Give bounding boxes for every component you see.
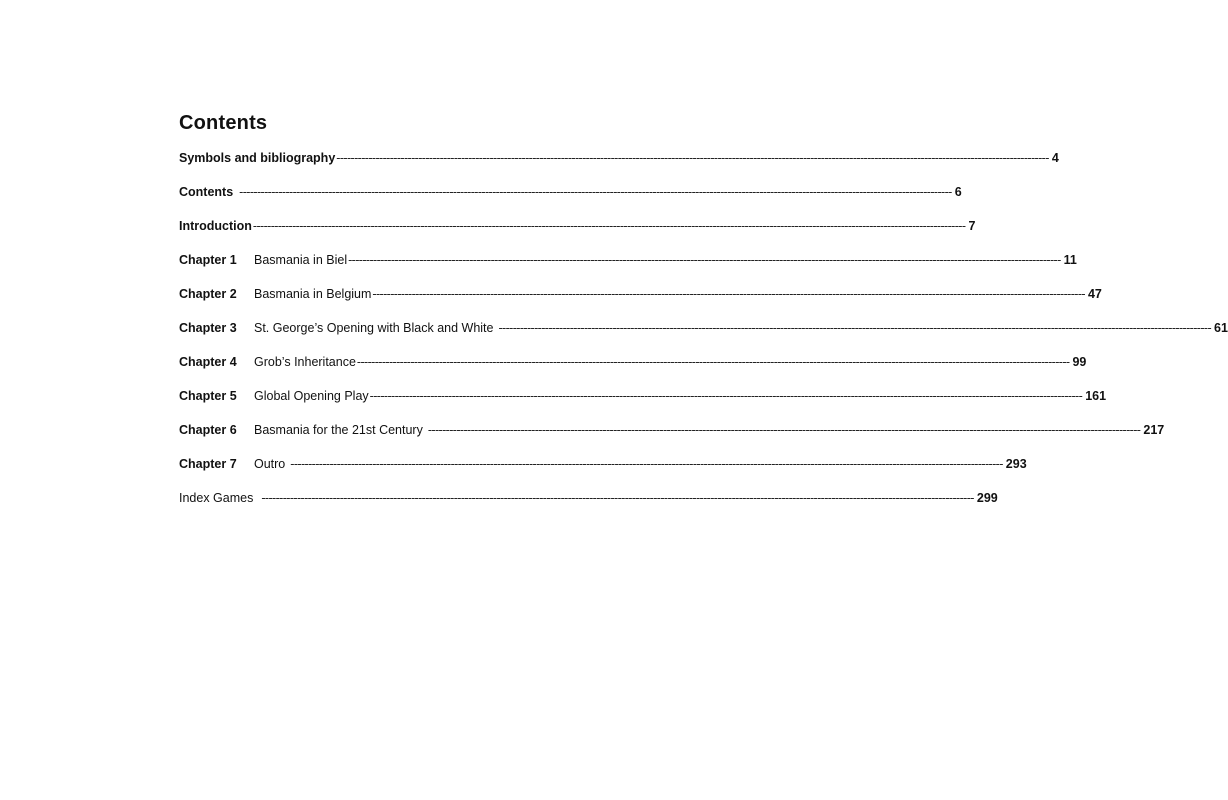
toc-entry-title: Basmania in Biel <box>254 253 348 267</box>
table-of-contents <box>179 151 1228 525</box>
toc-chapter-number: Chapter 6 <box>179 423 237 437</box>
toc-entry <box>179 321 1228 355</box>
dot-leader: -------------------------------------------------------------------------------------------------------------------------------------------------------------------------------------------------------- <box>372 287 1085 301</box>
toc-page-number: 299 <box>976 491 998 505</box>
toc-chapter-number: Chapter 7 <box>179 457 237 471</box>
toc-entry <box>179 491 998 525</box>
toc-page-number: 161 <box>1085 389 1107 403</box>
toc-chapter-number: Chapter 3 <box>179 321 237 335</box>
toc-entry <box>179 423 1165 457</box>
toc-page-number: 293 <box>1005 457 1027 471</box>
dot-leader: -------------------------------------------------------------------------------------------------------------------------------------------------------------------------------------------------------- <box>261 491 974 505</box>
toc-entry-title: Outro <box>254 457 286 471</box>
toc-page-number: 4 <box>1051 151 1059 165</box>
toc-entry-title: St. George’s Opening with Black and White <box>254 321 494 335</box>
dot-leader: -------------------------------------------------------------------------------------------------------------------------------------------------------------------------------------------------------- <box>336 151 1049 165</box>
toc-entry-title: Global Opening Play <box>254 389 369 403</box>
toc-entry <box>179 457 1027 491</box>
toc-page-number: 99 <box>1072 355 1087 369</box>
toc-entry <box>179 253 1077 287</box>
toc-page-number: 47 <box>1087 287 1102 301</box>
toc-page-number: 11 <box>1063 253 1077 267</box>
toc-entry-title: Grob’s Inheritance <box>254 355 356 369</box>
dot-leader: -------------------------------------------------------------------------------------------------------------------------------------------------------------------------------------------------------- <box>498 321 1212 335</box>
dot-leader: -------------------------------------------------------------------------------------------------------------------------------------------------------------------------------------------------------- <box>356 355 1070 369</box>
toc-entry-title: Symbols and bibliography <box>179 151 336 165</box>
dot-leader: -------------------------------------------------------------------------------------------------------------------------------------------------------------------------------------------------------- <box>239 185 952 199</box>
toc-chapter-number: Chapter 4 <box>179 355 237 369</box>
toc-entry-title: Contents <box>179 185 234 199</box>
toc-page-number: 7 <box>968 219 976 233</box>
toc-chapter-number: Chapter 2 <box>179 287 237 301</box>
toc-entry-title: Introduction <box>179 219 252 233</box>
dot-leader: -------------------------------------------------------------------------------------------------------------------------------------------------------------------------------------------------------- <box>369 389 1083 403</box>
dot-leader: -------------------------------------------------------------------------------------------------------------------------------------------------------------------------------------------------------- <box>252 219 966 233</box>
page-title: Contents <box>179 112 268 134</box>
dot-leader: -------------------------------------------------------------------------------------------------------------------------------------------------------------------------------------------------------- <box>427 423 1141 437</box>
toc-chapter-number: Chapter 5 <box>179 389 237 403</box>
toc-entry <box>179 151 1059 185</box>
toc-page-number: 6 <box>954 185 962 199</box>
toc-entry <box>179 185 962 219</box>
toc-entry-title: Index Games <box>179 491 254 505</box>
toc-entry-title: Basmania for the 21st Century <box>254 423 423 437</box>
toc-entry <box>179 355 1087 389</box>
toc-page-number: 217 <box>1143 423 1165 437</box>
toc-chapter-number: Chapter 1 <box>179 253 237 267</box>
toc-entry-title: Basmania in Belgium <box>254 287 372 301</box>
dot-leader: -------------------------------------------------------------------------------------------------------------------------------------------------------------------------------------------------------- <box>290 457 1003 471</box>
toc-entry <box>179 389 1107 423</box>
toc-entry <box>179 287 1102 321</box>
dot-leader: -------------------------------------------------------------------------------------------------------------------------------------------------------------------------------------------------------- <box>348 253 1061 267</box>
toc-page-number: 61 <box>1214 321 1228 335</box>
toc-entry <box>179 219 976 253</box>
